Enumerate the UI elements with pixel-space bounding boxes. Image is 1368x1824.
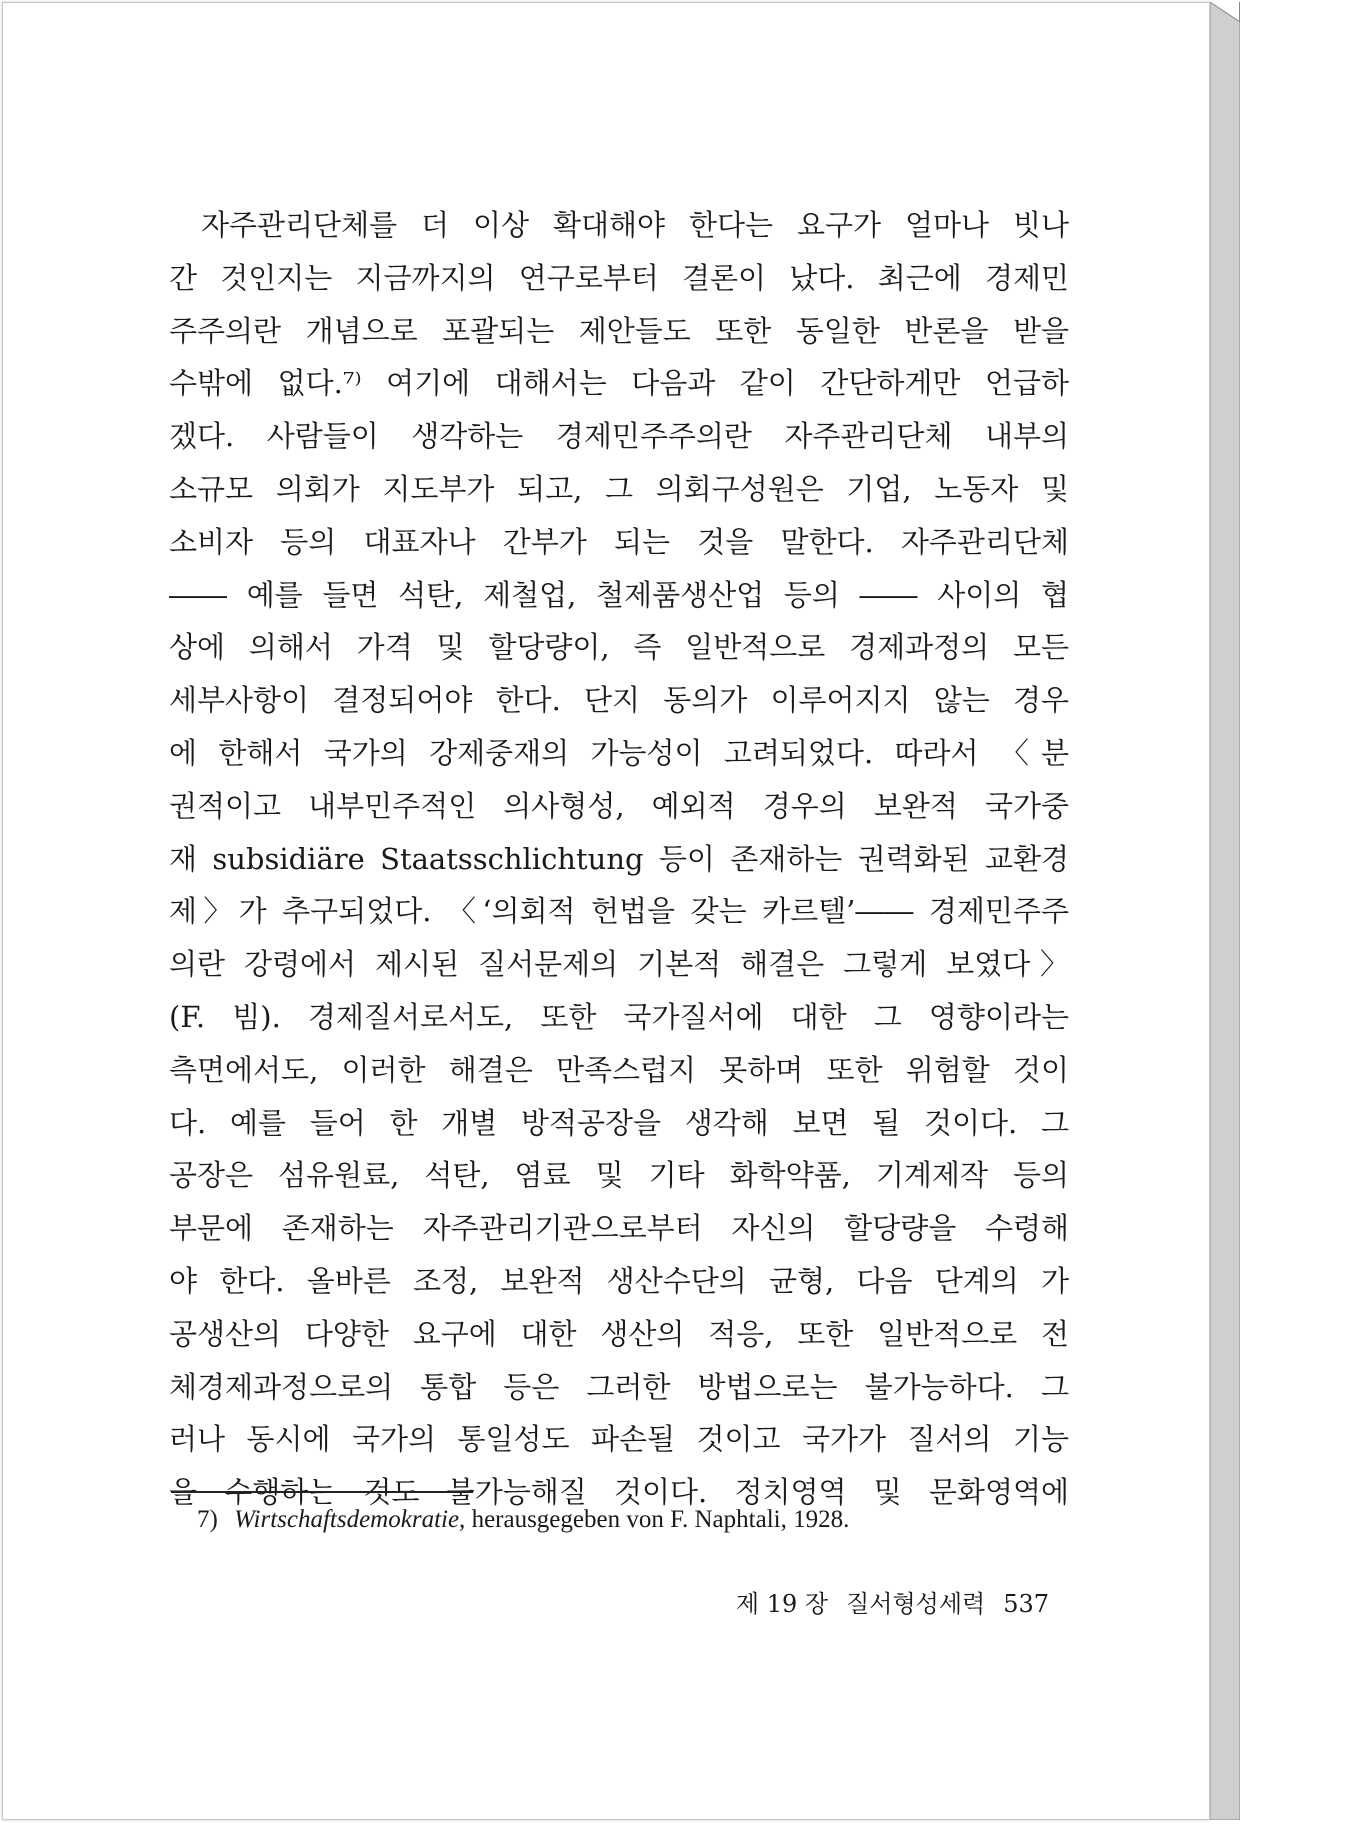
text-line: 러나 동시에 국가의 통일성도 파손될 것이고 국가가 질서의 기능 [169, 1422, 1069, 1457]
text-line: 에 한해서 국가의 강제중재의 가능성이 고려되었다. 따라서 〈분 [169, 735, 1069, 770]
text-line: 측면에서도, 이러한 해결은 만족스럽지 못하며 또한 위험할 것이 [169, 1052, 1069, 1087]
text-line: 의란 강령에서 제시된 질서문제의 기본적 해결은 그렇게 보였다〉 [169, 947, 1069, 982]
footnote-number: 7) [197, 1506, 218, 1533]
chapter-label: 제 19 장 [735, 1590, 829, 1618]
text-line: 다. 예를 들어 한 개별 방적공장을 생각해 보면 될 것이다. 그 [169, 1105, 1069, 1140]
body-text [169, 199, 1069, 1519]
text-line: 재 subsidiäre Staatsschlichtung 등이 존재하는 권력화된 교환경 [169, 841, 1069, 876]
text-line: 공장은 섬유원료, 석탄, 염료 및 기타 화학약품, 기계제작 등의 [169, 1158, 1069, 1193]
page-stack-edge-graphic [1210, 2, 1240, 1820]
text-line: 권적이고 내부민주적인 의사형성, 예외적 경우의 보완적 국가중 [169, 788, 1069, 823]
book-page [2, 2, 1210, 1820]
text-line: 부문에 존재하는 자주관리기관으로부터 자신의 할당량을 수령해 [169, 1211, 1069, 1246]
text-line: 자주관리단체를 더 이상 확대해야 한다는 요구가 얼마나 빗나 [201, 208, 1069, 242]
text-line: 을 수행하는 것도 불가능해질 것이다. 정치영역 및 문화영역에 [169, 1475, 1069, 1510]
footnote-divider [171, 1491, 473, 1493]
text-line: 겠다. 사람들이 생각하는 경제민주주의란 자주관리단체 내부의 [169, 419, 1069, 454]
page-stack-edge [1210, 2, 1240, 1820]
text-line: 상에 의해서 가격 및 할당량이, 즉 일반적으로 경제과정의 모든 [169, 630, 1069, 665]
text-line: 주주의란 개념으로 포괄되는 제안들도 또한 동일한 반론을 받을 [169, 313, 1069, 348]
text-line: 세부사항이 결정되어야 한다. 단지 동의가 이루어지지 않는 경우 [169, 683, 1069, 718]
text-line: (F. 빔). 경제질서로서도, 또한 국가질서에 대한 그 영향이라는 [169, 999, 1069, 1034]
page-number: 537 [1003, 1590, 1049, 1618]
text-line: 야 한다. 올바른 조정, 보완적 생산수단의 균형, 다음 단계의 가 [169, 1263, 1069, 1298]
text-line: 수밖에 없다.⁷⁾ 여기에 대해서는 다음과 같이 간단하게만 언급하 [169, 366, 1069, 401]
text-line: 공생산의 다양한 요구에 대한 생산의 적응, 또한 일반적으로 전 [169, 1316, 1069, 1351]
footnote [197, 1503, 1057, 1537]
footnote-title: Wirtschaftsdemokratie, [234, 1506, 466, 1533]
running-footer [703, 1587, 1049, 1621]
text-line: 간 것인지는 지금까지의 연구로부터 결론이 났다. 최근에 경제민 [169, 260, 1069, 295]
footnote-text: herausgegeben von F. Naphtali, 1928. [471, 1506, 850, 1533]
text-line: 제〉가 추구되었다. 〈‘의회적 헌법을 갖는 카르텔’―― 경제민주주 [169, 894, 1069, 929]
text-line: 체경제과정으로의 통합 등은 그러한 방법으로는 불가능하다. 그 [169, 1369, 1069, 1404]
text-line: ―― 예를 들면 석탄, 제철업, 철제품생산업 등의 ―― 사이의 협 [169, 577, 1069, 612]
chapter-title: 질서형성세력 [846, 1590, 986, 1618]
text-line: 소규모 의회가 지도부가 되고, 그 의회구성원은 기업, 노동자 및 [169, 471, 1069, 506]
text-line: 소비자 등의 대표자나 간부가 되는 것을 말한다. 자주관리단체 [169, 524, 1069, 559]
